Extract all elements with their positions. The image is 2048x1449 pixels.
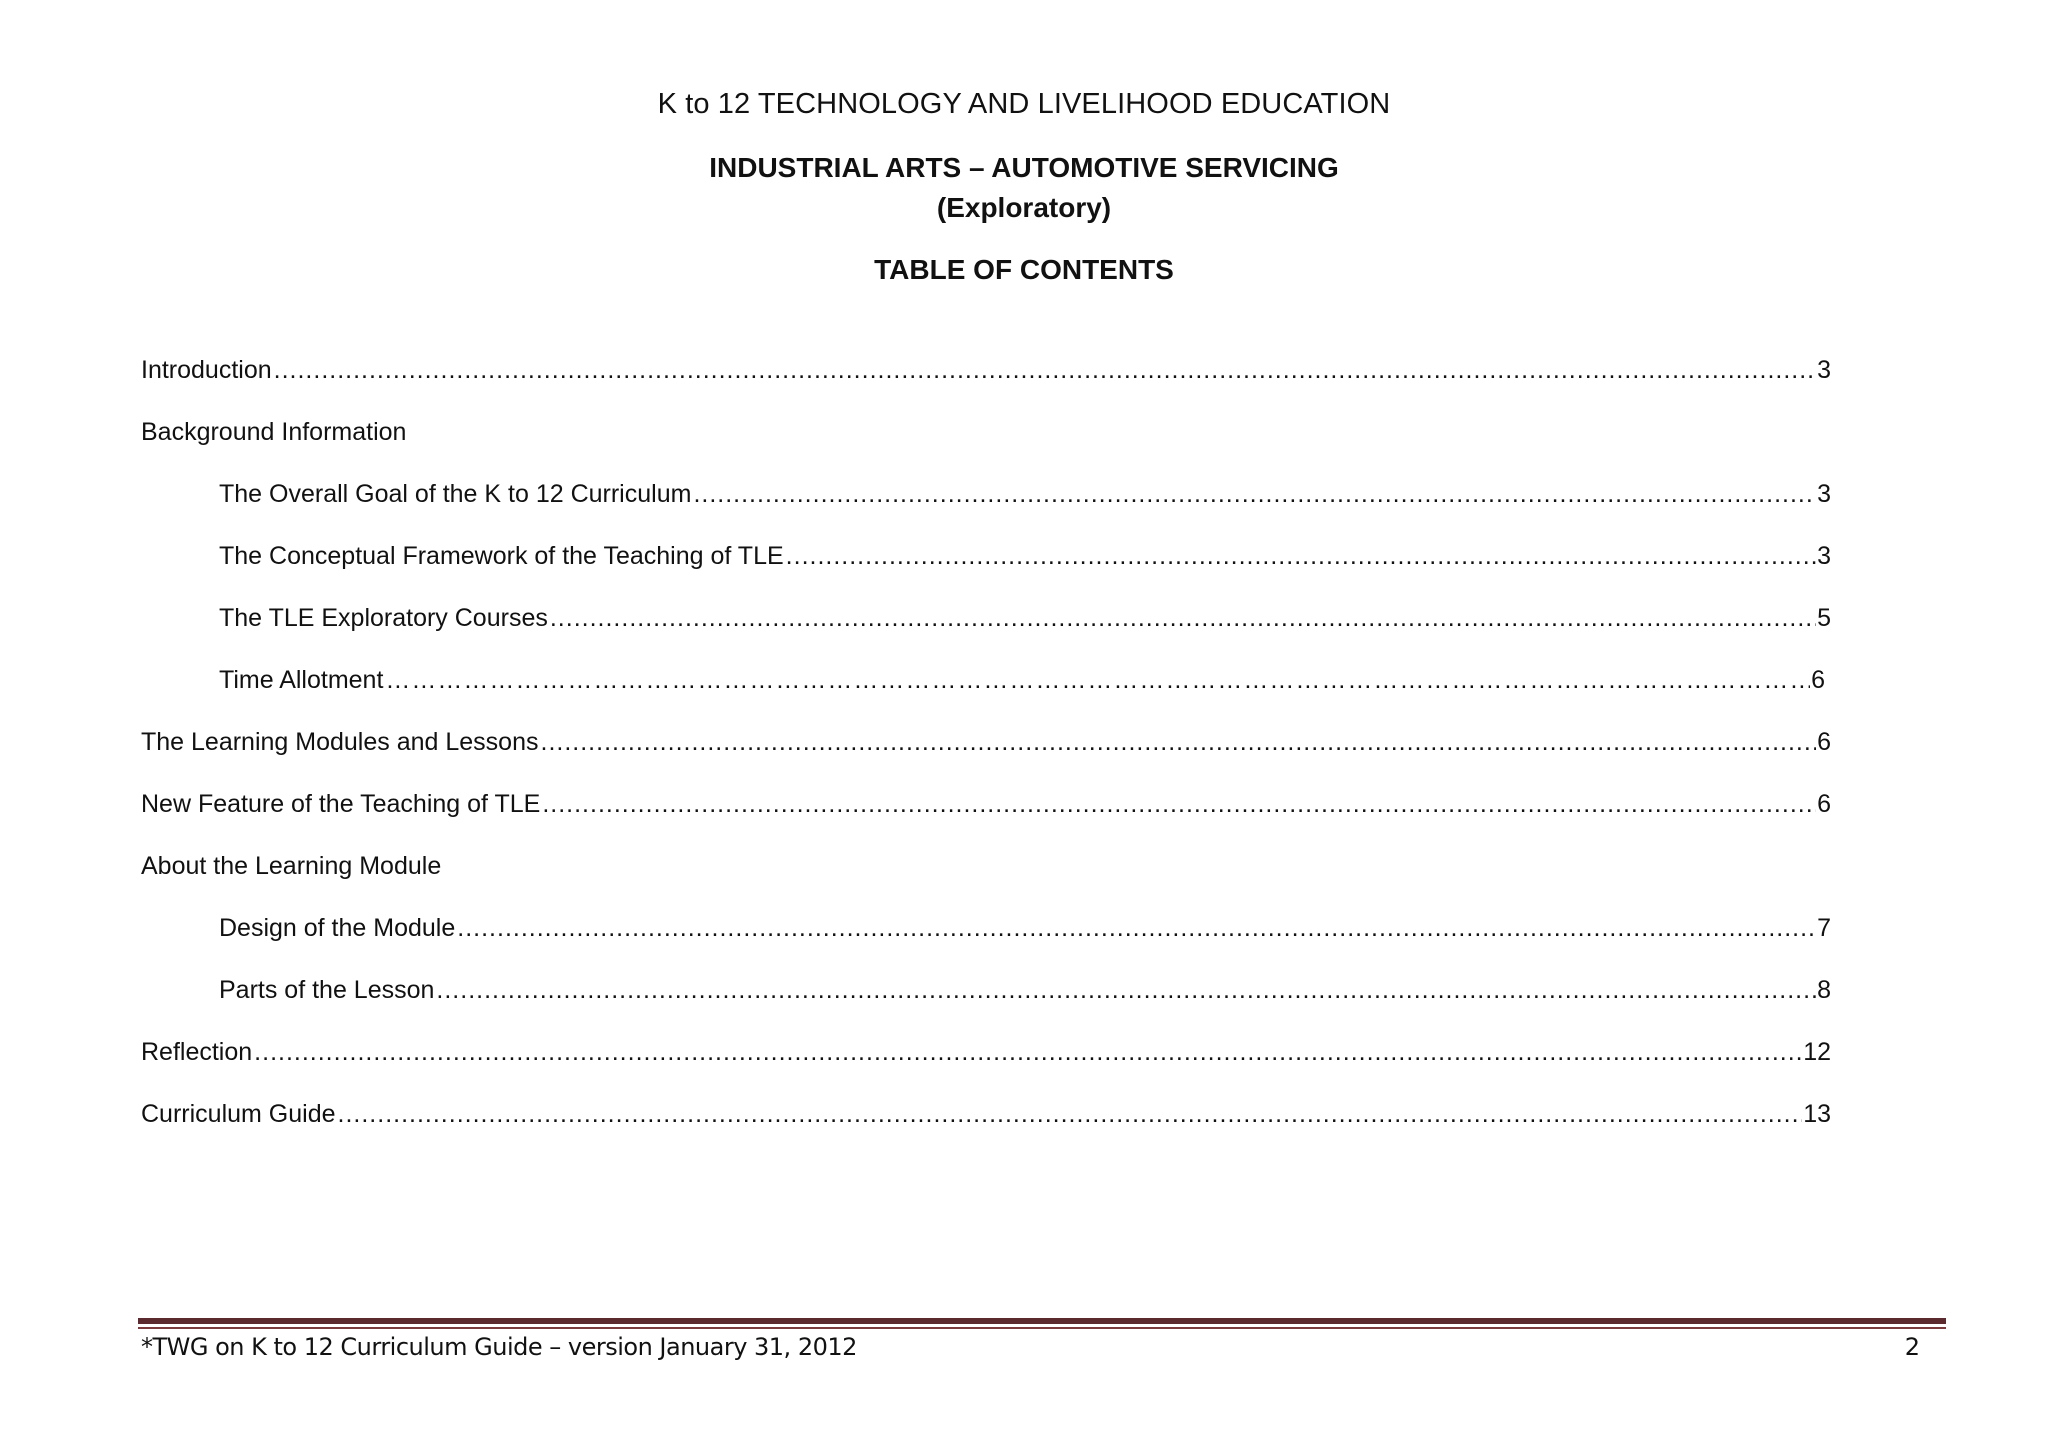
toc-entry-page: 3	[1817, 542, 1831, 570]
toc-entry-title: Introduction	[141, 356, 272, 384]
toc-entry-title: About the Learning Module	[141, 852, 442, 880]
footer-divider-thin	[138, 1327, 1946, 1329]
dot-leader	[542, 784, 1816, 824]
toc-entry-title: The Conceptual Framework of the Teaching of TLE	[219, 542, 784, 570]
footer-divider	[138, 1318, 1946, 1324]
dot-leader	[254, 1032, 1802, 1072]
toc-entry-new-feature[interactable]	[141, 784, 1831, 846]
toc-entry-page: 7	[1817, 914, 1831, 942]
toc-entry-title: New Feature of the Teaching of TLE	[141, 790, 541, 818]
toc-entry-time-allotment[interactable]	[141, 660, 1831, 722]
dot-leader	[693, 474, 1816, 514]
toc-entry-title: The Overall Goal of the K to 12 Curriculum	[219, 480, 692, 508]
footer-note: *TWG on K to 12 Curriculum Guide – version January 31, 2012	[141, 1333, 857, 1361]
toc-entry-title: Design of the Module	[219, 914, 456, 942]
toc-entry-overall-goal[interactable]	[141, 474, 1831, 536]
toc-heading: TABLE OF CONTENTS	[874, 254, 1174, 285]
dot-leader	[338, 1094, 1803, 1134]
toc-entry-page: 12	[1803, 1038, 1831, 1066]
toc-entry-page: 6	[1817, 790, 1831, 818]
toc-entry-reflection[interactable]	[141, 1032, 1831, 1094]
toc-entry-background-information[interactable]	[141, 412, 1831, 474]
dot-leader	[274, 350, 1816, 390]
toc-entry-title: The TLE Exploratory Courses	[219, 604, 548, 632]
toc-entry-learning-modules[interactable]	[141, 722, 1831, 784]
toc-entry-page: 3	[1817, 480, 1831, 508]
toc-entry-page: 5	[1817, 604, 1831, 632]
course-type: (Exploratory)	[936, 192, 1112, 223]
toc-entry-title: Parts of the Lesson	[219, 976, 435, 1004]
dot-leader	[550, 598, 1816, 638]
dot-leader	[385, 660, 1810, 700]
toc-entry-page: 13	[1803, 1100, 1831, 1128]
dot-leader	[457, 908, 1816, 948]
toc-entry-conceptual-framework[interactable]	[141, 536, 1831, 598]
dot-leader	[541, 722, 1817, 762]
toc-entry-design-of-module[interactable]	[141, 908, 1831, 970]
toc-entry-title: Curriculum Guide	[141, 1100, 336, 1128]
dot-leader	[436, 970, 1816, 1010]
toc-entry-parts-of-lesson[interactable]	[141, 970, 1831, 1032]
toc-entry-page: 6	[1817, 728, 1831, 756]
toc-entry-introduction[interactable]	[141, 350, 1831, 412]
toc-entry-page: 6	[1811, 666, 1825, 694]
page-number: 2	[1904, 1333, 1920, 1361]
toc-entry-page: 8	[1817, 976, 1831, 1004]
toc-entry-title: Background Information	[141, 418, 407, 446]
toc-entry-page: 3	[1817, 356, 1831, 384]
toc-entry-title: Time Allotment	[219, 666, 384, 694]
toc-entry-title: The Learning Modules and Lessons	[141, 728, 539, 756]
program-title: K to 12 TECHNOLOGY AND LIVELIHOOD EDUCATION	[657, 88, 1391, 120]
toc-entry-curriculum-guide[interactable]	[141, 1094, 1831, 1156]
toc-entry-tle-exploratory-courses[interactable]	[141, 598, 1831, 660]
dot-leader	[786, 536, 1816, 576]
table-of-contents	[141, 350, 1831, 1156]
course-title: INDUSTRIAL ARTS – AUTOMOTIVE SERVICING	[709, 152, 1339, 183]
toc-entry-about-learning-module[interactable]	[141, 846, 1831, 908]
toc-entry-title: Reflection	[141, 1038, 253, 1066]
